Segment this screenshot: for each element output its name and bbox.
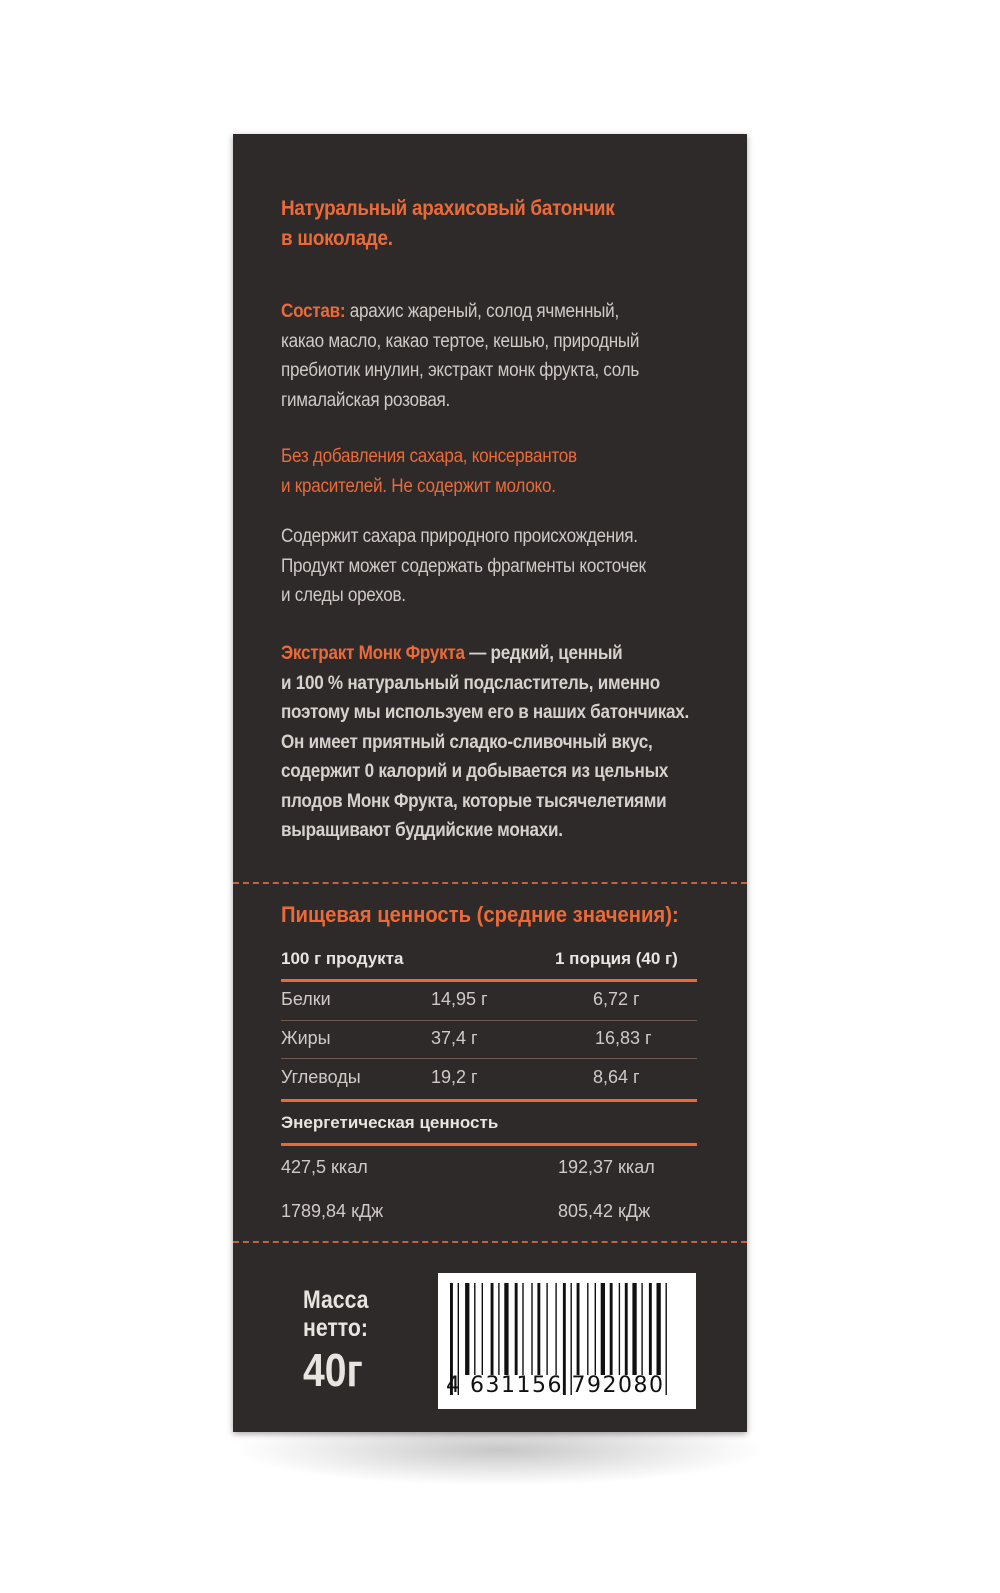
barcode-bar <box>491 1283 494 1375</box>
barcode-bar <box>531 1283 532 1375</box>
product-box-back <box>233 134 747 1432</box>
composition-line-3: пребиотик инулин, экстракт монк фрукта, соль <box>281 360 639 381</box>
composition-label: Состав: <box>281 301 346 322</box>
contains-text <box>281 522 695 611</box>
no-sugar-line-2: и красителей. Не содержит молоко. <box>281 475 556 497</box>
contains-line-3: и следы орехов. <box>281 585 406 606</box>
contains-line-2: Продукт может содержать фрагменты косточек <box>281 555 646 577</box>
barcode-bar <box>504 1283 508 1375</box>
barcode-bar <box>601 1283 605 1375</box>
monk-line-7: выращивают буддийские монахи. <box>281 820 563 841</box>
no-sugar-line-1: Без добавления сахара, консервантов <box>281 446 577 467</box>
row-carbs-100g: 19,2 г <box>431 1067 478 1087</box>
barcode-bar <box>522 1283 523 1375</box>
composition-line-1: арахис жареный, солод ячменный, <box>345 301 619 322</box>
energy-kj-portion: 805,42 кДж <box>558 1201 651 1221</box>
monk-line-2: и 100 % натуральный подсластитель, именно <box>281 672 660 694</box>
row-divider-1 <box>281 1020 697 1021</box>
barcode-bar <box>474 1283 475 1375</box>
energy-label: Энергетическая ценность <box>281 1113 499 1132</box>
barcode-bar <box>666 1283 667 1395</box>
energy-kcal-portion: 192,37 ккал <box>558 1157 655 1177</box>
col-header-portion: 1 порция (40 г) <box>555 949 678 968</box>
energy-kj-100g: 1789,84 кДж <box>281 1201 384 1221</box>
rows-underline <box>281 1099 697 1102</box>
monk-line-4: Он имеет приятный сладко-сливочный вкус, <box>281 731 653 753</box>
barcode-bar <box>641 1283 642 1375</box>
mass-line-2: нетто: <box>303 1314 368 1342</box>
barcode-bar <box>546 1283 547 1375</box>
barcode-bar <box>537 1283 540 1375</box>
no-sugar-text <box>281 442 695 501</box>
barcode-bar <box>555 1283 556 1375</box>
energy-kcal-100g: 427,5 ккал <box>281 1157 368 1177</box>
barcode-bar <box>577 1283 580 1375</box>
barcode-bar <box>482 1283 483 1375</box>
row-fat-portion: 16,83 г <box>595 1028 652 1048</box>
row-name-carbs: Углеводы <box>281 1067 361 1087</box>
energy-underline <box>281 1143 697 1146</box>
row-protein-portion: 6,72 г <box>593 989 640 1009</box>
header-underline <box>281 979 697 982</box>
monk-fruit-text <box>281 639 695 846</box>
barcode-bar <box>610 1283 613 1375</box>
barcode-bar <box>587 1283 588 1375</box>
barcode-bar <box>515 1283 518 1375</box>
nutrition-title: Пищевая ценность (средние значения): <box>281 902 679 927</box>
contains-line-1: Содержит сахара природного происхождения. <box>281 526 638 547</box>
barcode-bar <box>619 1283 620 1375</box>
mass-value: 40г <box>303 1344 363 1396</box>
barcode-bar <box>498 1283 499 1375</box>
col-header-100g: 100 г продукта <box>281 949 404 968</box>
barcode-bar <box>632 1283 636 1375</box>
monk-line-6: плодов Монк Фрукта, которые тысячелетиями <box>281 790 667 812</box>
barcode-bar <box>625 1283 628 1375</box>
row-protein-100g: 14,95 г <box>431 989 488 1009</box>
composition-line-4: гималайская розовая. <box>281 389 451 411</box>
row-carbs-portion: 8,64 г <box>593 1067 640 1087</box>
row-name-protein: Белки <box>281 989 331 1009</box>
composition-text <box>281 297 695 415</box>
row-name-fat: Жиры <box>281 1028 331 1048</box>
composition-line-2: какао масло, какао тертое, кешью, природный <box>281 330 640 352</box>
barcode-digits: 4 631156 792080 <box>446 1373 665 1398</box>
barcode-bar <box>649 1283 652 1375</box>
dashed-divider-top <box>233 882 747 884</box>
title-line-2: в шоколаде. <box>281 227 393 250</box>
barcode-bar <box>595 1283 596 1375</box>
dashed-divider-bottom <box>233 1241 747 1243</box>
net-weight <box>303 1286 380 1398</box>
row-divider-2 <box>281 1058 697 1059</box>
monk-line-1: — редкий, ценный <box>464 643 623 664</box>
barcode-bar <box>465 1283 469 1375</box>
monk-line-5: содержит 0 калорий и добывается из цельных <box>281 761 669 782</box>
title-line-1: Натуральный арахисовый батончик <box>281 197 615 220</box>
barcode <box>438 1273 696 1409</box>
monk-line-3: поэтому мы используем его в наших батончиках. <box>281 702 689 723</box>
barcode-bar <box>657 1283 661 1375</box>
mass-line-1: Масса <box>303 1286 369 1314</box>
monk-label: Экстракт Монк Фрукта <box>281 643 465 664</box>
product-title <box>281 194 695 254</box>
row-fat-100g: 37,4 г <box>431 1028 478 1048</box>
